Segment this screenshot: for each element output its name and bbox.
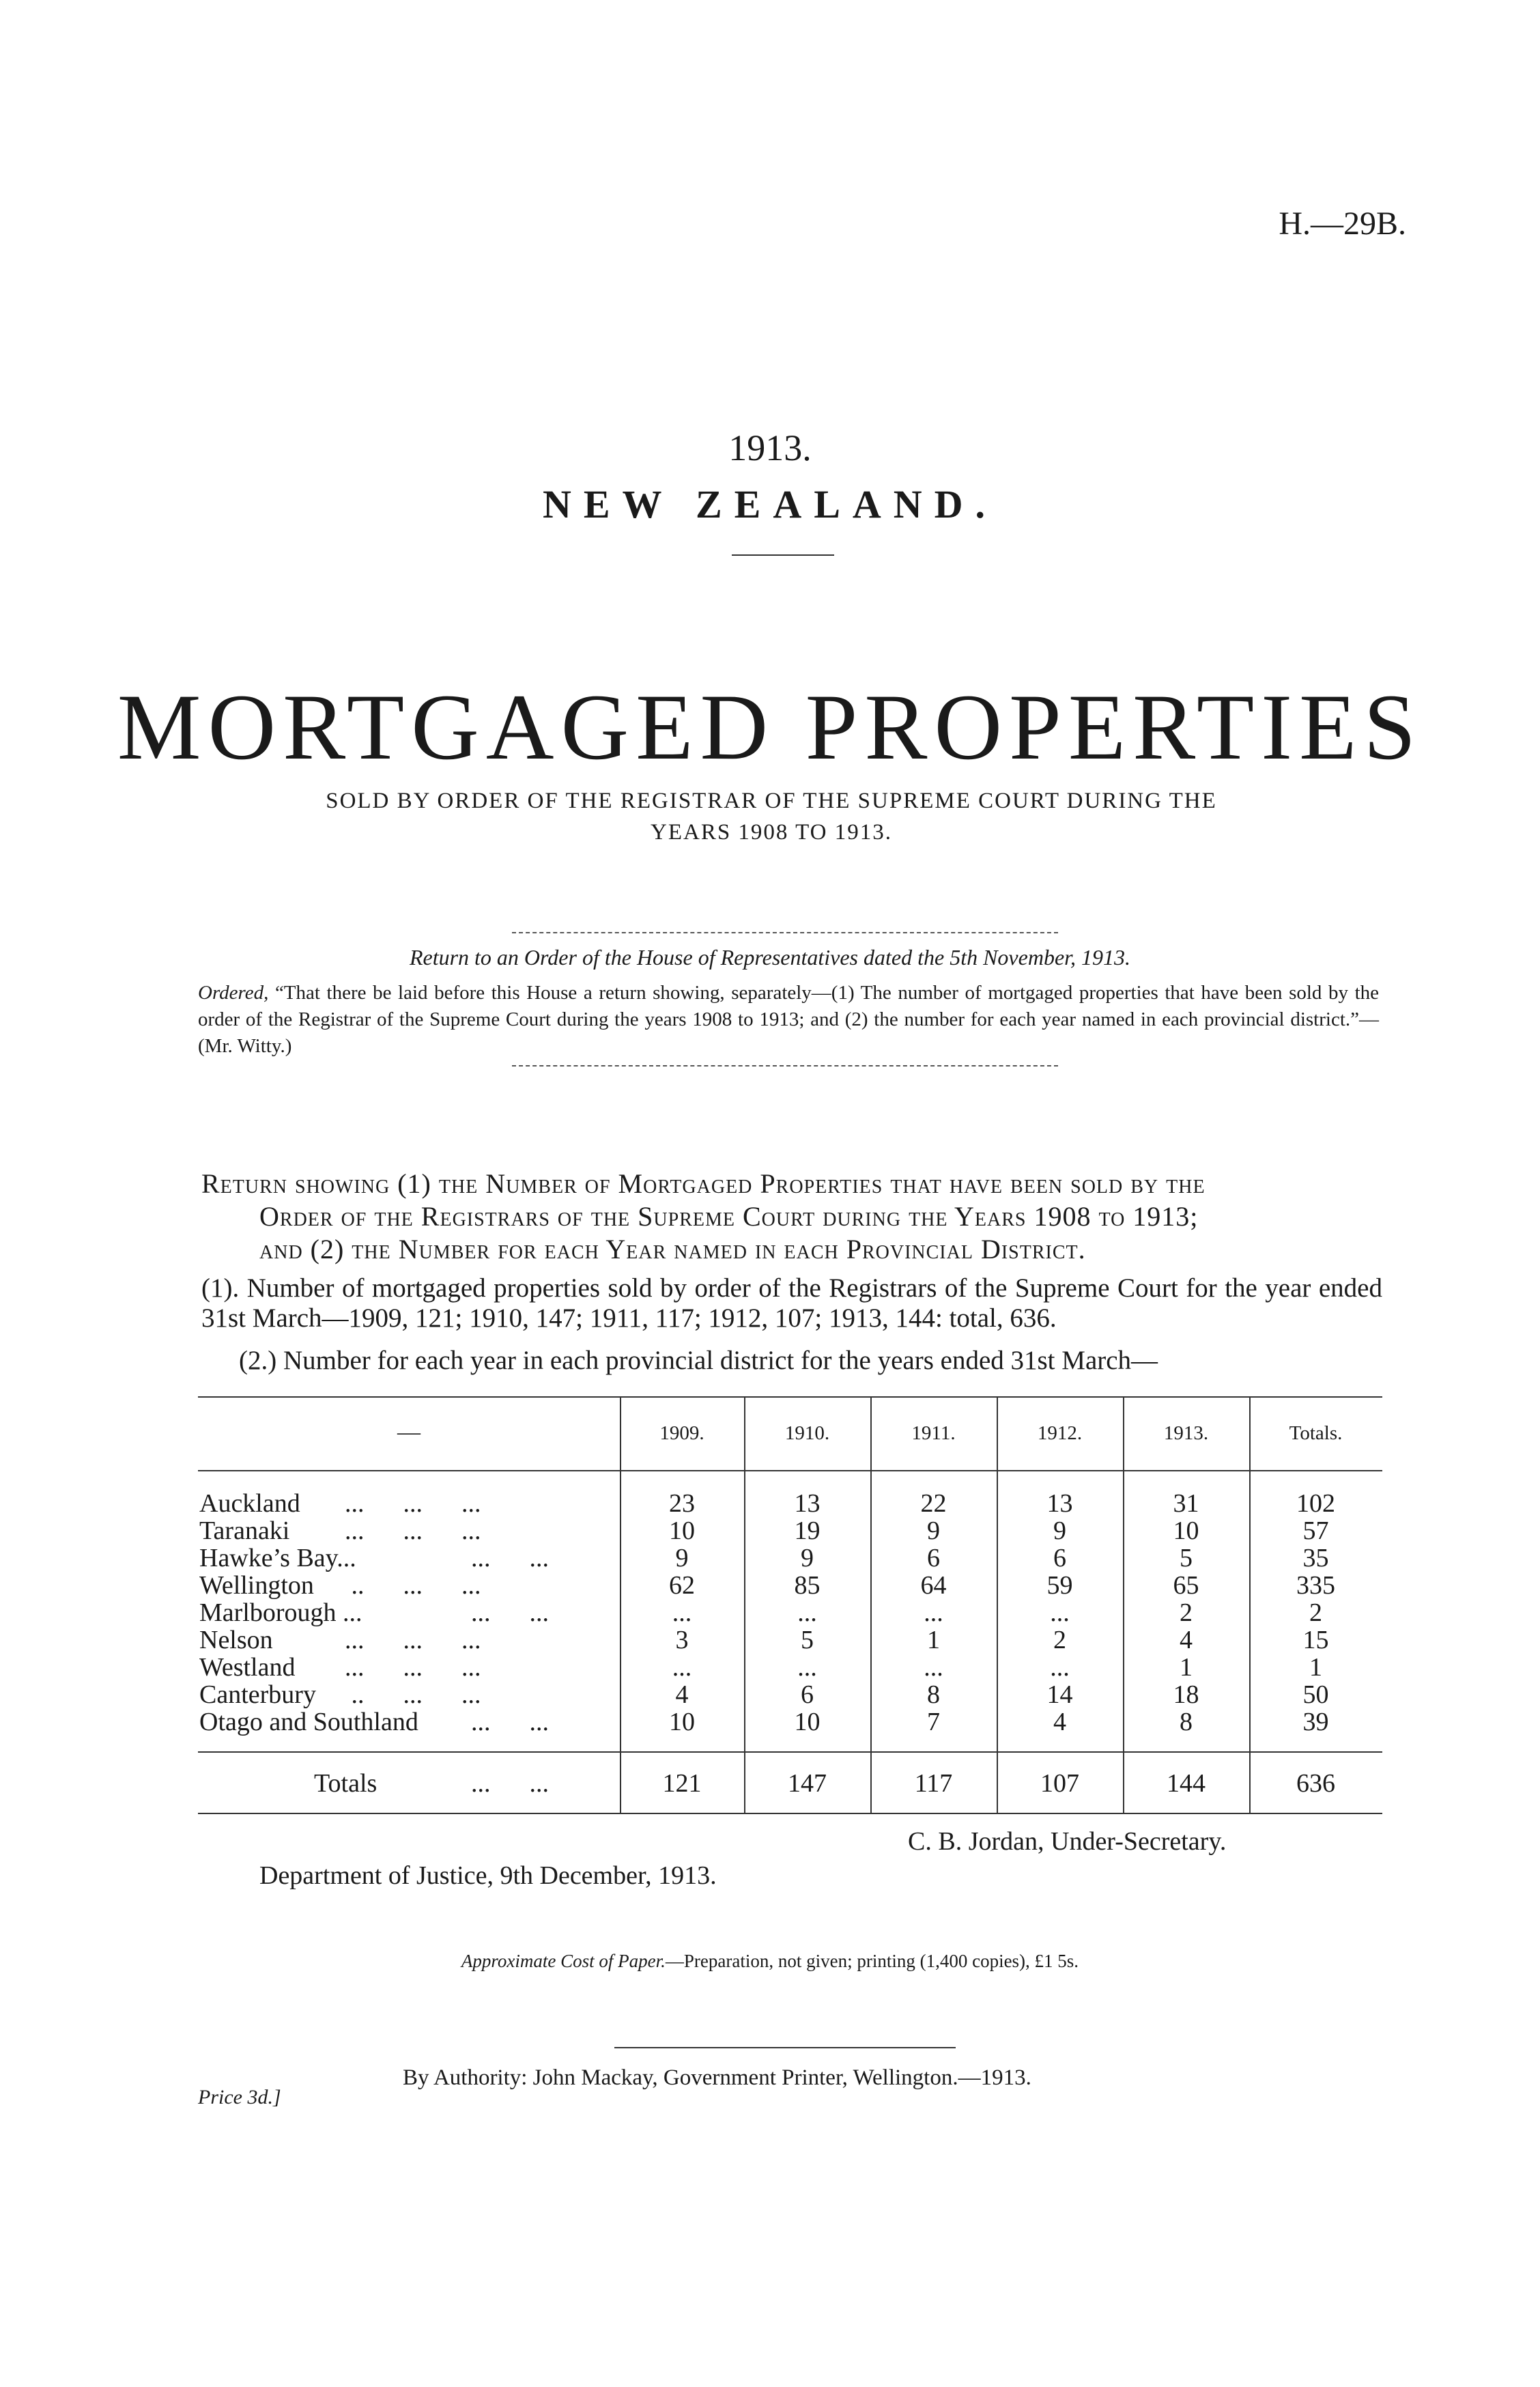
table-cell: ... (1050, 1598, 1070, 1627)
return-heading-line-1: Return showing (1) the Number of Mortgaged Properties that have been sold by the (201, 1168, 1206, 1199)
leader-dots: .. ... ... (345, 1680, 481, 1709)
table-cell: 57 (1302, 1516, 1329, 1545)
table-cell: 9 (927, 1516, 940, 1545)
table-cell: 4 (1053, 1708, 1066, 1736)
table-cell: ... (797, 1598, 817, 1627)
table-row (198, 1598, 1382, 1625)
table-cell: 39 (1302, 1708, 1329, 1736)
table-row (198, 1516, 1382, 1543)
ordered-text: “That there be laid before this House a return showing, separately—(1) The number of mortgaged properties that have been sold by the order of the Registrar of the Supreme Court during the years 1908 to 1913; and (2) the number for each year named in each provincial district.”—(Mr. Witty.) (198, 982, 1379, 1057)
table-cell: ... (672, 1598, 692, 1627)
table-cell: 18 (1173, 1680, 1199, 1709)
table-row (198, 1543, 1382, 1570)
ordered-lead: Ordered, (198, 982, 269, 1004)
paragraph-1: (1). Number of mortgaged properties sold by order of the Registrars of the Supreme Court for the year ended 31st March—1909, 121; 1910, 147; 1911, 117; 1912, 107; 1913, 144: total, 636. (201, 1273, 1382, 1333)
table-row (198, 1488, 1382, 1516)
table-cell: 10 (1173, 1516, 1199, 1545)
table-cell: ... (1050, 1653, 1070, 1682)
totals-label: Totals (314, 1769, 377, 1798)
table-cell: 62 (669, 1571, 695, 1600)
leader-dots: .. ... ... (345, 1571, 481, 1600)
table-cell: 50 (1302, 1680, 1329, 1709)
district-label: Westland (199, 1653, 296, 1682)
column-header: 1909. (659, 1422, 704, 1444)
table-row (198, 1625, 1382, 1652)
table-bottom-rule (198, 1813, 1382, 1814)
cost-text: —Preparation, not given; printing (1,400 copies), £1 5s. (665, 1951, 1079, 1971)
district-label: Wellington (199, 1571, 314, 1600)
table-cell: ... (924, 1653, 943, 1682)
cost-of-paper (0, 1951, 1540, 1972)
district-label: Auckland (199, 1489, 300, 1518)
table-cell: 6 (801, 1680, 814, 1709)
table-cell: 8 (1180, 1708, 1193, 1736)
table-cell: 2 (1180, 1598, 1193, 1627)
table-cell: 31 (1173, 1489, 1199, 1518)
price: Price 3d.] (198, 2086, 281, 2108)
table-cell: 6 (1053, 1544, 1066, 1572)
table-cell: 23 (669, 1489, 695, 1518)
table-cell: 8 (927, 1680, 940, 1709)
district-label: Otago and Southland (199, 1708, 418, 1736)
divider (614, 2047, 956, 2048)
table-cell: 3 (675, 1626, 689, 1654)
paper-number: H.—29B. (1279, 206, 1406, 242)
leader-dots: ... ... (471, 1769, 549, 1798)
table-cell: 15 (1302, 1626, 1329, 1654)
table-cell: 5 (1180, 1544, 1193, 1572)
table-cell: 7 (927, 1708, 940, 1736)
total-cell: 107 (1040, 1769, 1079, 1798)
table-cell: 10 (794, 1708, 821, 1736)
subtitle-line-2: YEARS 1908 TO 1913. (651, 820, 892, 845)
table-cell: 64 (920, 1571, 947, 1600)
table-cell: 22 (920, 1489, 947, 1518)
table-cell: 102 (1296, 1489, 1335, 1518)
table-header-rule (198, 1470, 1382, 1471)
total-cell: 147 (788, 1769, 827, 1798)
document-subtitle (266, 785, 1277, 848)
totals-row (198, 1768, 1382, 1796)
leader-dots: ... ... ... (345, 1489, 481, 1518)
total-cell: 117 (914, 1769, 953, 1798)
table-cell: 4 (675, 1680, 689, 1709)
table-row (198, 1707, 1382, 1734)
divider (732, 554, 834, 556)
table-cell: ... (797, 1653, 817, 1682)
table-totals-rule (198, 1751, 1382, 1753)
district-label: Canterbury (199, 1680, 316, 1709)
document-title: MORTGAGED PROPERTIES (117, 675, 1423, 779)
table-cell: 2 (1309, 1598, 1322, 1627)
divider (512, 932, 1058, 933)
leader-dots: ... ... ... (345, 1516, 481, 1545)
signature: C. B. Jordan, Under-Secretary. (908, 1827, 1227, 1856)
table-row (198, 1680, 1382, 1707)
table-cell: 9 (1053, 1516, 1066, 1545)
cost-label: Approximate Cost of Paper. (461, 1951, 666, 1971)
table-cell: 19 (794, 1516, 821, 1545)
column-header: Totals. (1289, 1422, 1343, 1444)
leader-dots: ... ... (471, 1708, 549, 1736)
table-cell: 9 (801, 1544, 814, 1572)
table-corner-header: — (397, 1420, 420, 1445)
total-cell: 144 (1167, 1769, 1206, 1798)
table-cell: 35 (1302, 1544, 1329, 1572)
table-cell: 4 (1180, 1626, 1193, 1654)
table-cell: 65 (1173, 1571, 1199, 1600)
table-cell: 85 (794, 1571, 821, 1600)
district-label: Nelson (199, 1626, 273, 1654)
table-cell: 14 (1046, 1680, 1073, 1709)
leader-dots: ... ... (471, 1544, 549, 1572)
table-cell: ... (924, 1598, 943, 1627)
column-header: 1912. (1037, 1422, 1083, 1444)
document-year: 1913. (728, 427, 812, 468)
district-label: Hawke’s Bay... (199, 1544, 356, 1572)
table-cell: 59 (1046, 1571, 1073, 1600)
return-order-line: Return to an Order of the House of Representatives dated the 5th November, 1913. (409, 945, 1131, 970)
table-cell: 1 (927, 1626, 940, 1654)
total-cell: 121 (662, 1769, 702, 1798)
ordered-paragraph (198, 980, 1379, 1060)
return-heading-line-3: and (2) the Number for each Year named in each Provincial District. (259, 1234, 1086, 1265)
table-cell: 10 (669, 1708, 695, 1736)
printer-line: By Authority: John Mackay, Government Printer, Wellington.—1913. (403, 2065, 1031, 2090)
column-header: 1910. (784, 1422, 830, 1444)
table-cell: 13 (1046, 1489, 1073, 1518)
leader-dots: ... ... (471, 1598, 549, 1627)
table-cell: 1 (1180, 1653, 1193, 1682)
subtitle-line-1: SOLD BY ORDER OF THE REGISTRAR OF THE SUPREME COURT DURING THE (326, 789, 1217, 813)
table-cell: 2 (1053, 1626, 1066, 1654)
paragraph-2: (2.) Number for each year in each provincial district for the years ended 31st March— (239, 1346, 1158, 1375)
return-heading (201, 1168, 1379, 1266)
table-cell: 1 (1309, 1653, 1322, 1682)
table-cell: ... (672, 1653, 692, 1682)
table-cell: 5 (801, 1626, 814, 1654)
return-heading-line-2: Order of the Registrars of the Supreme Court during the Years 1908 to 1913; (259, 1201, 1199, 1232)
column-header: 1913. (1163, 1422, 1209, 1444)
district-label: Marlborough ... (199, 1598, 362, 1627)
table-row (198, 1652, 1382, 1680)
district-label: Taranaki (199, 1516, 290, 1545)
table-row (198, 1570, 1382, 1598)
column-header: 1911. (911, 1422, 956, 1444)
table-cell: 335 (1296, 1571, 1335, 1600)
table-cell: 10 (669, 1516, 695, 1545)
total-cell: 636 (1296, 1769, 1335, 1798)
table-cell: 13 (794, 1489, 821, 1518)
table-cell: 9 (675, 1544, 689, 1572)
table-top-rule (198, 1396, 1382, 1398)
divider (512, 1065, 1058, 1067)
table-cell: 6 (927, 1544, 940, 1572)
country-heading: NEW ZEALAND. (542, 482, 998, 526)
department-date: Department of Justice, 9th December, 1913. (259, 1861, 717, 1890)
leader-dots: ... ... ... (345, 1626, 481, 1654)
leader-dots: ... ... ... (345, 1653, 481, 1682)
